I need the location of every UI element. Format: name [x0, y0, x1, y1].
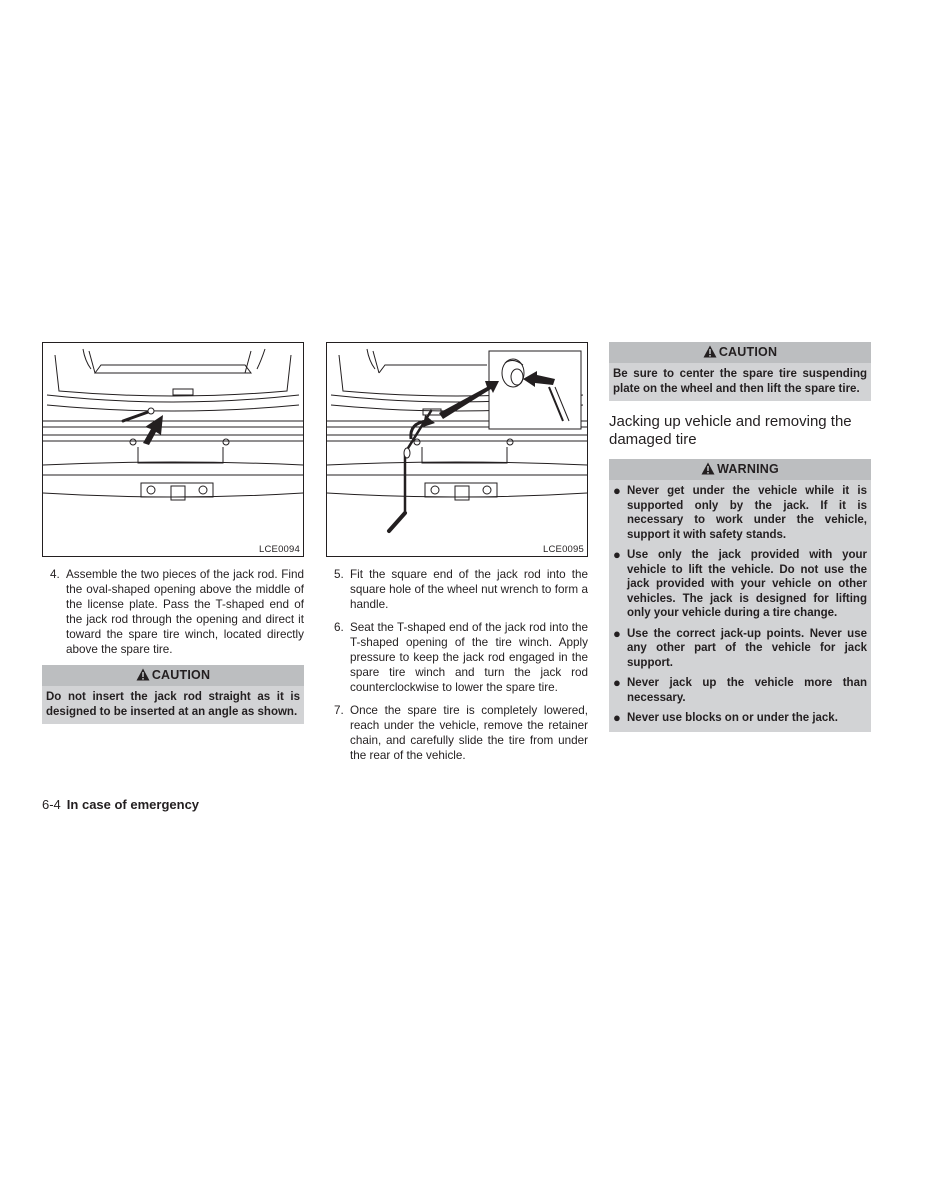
figure-code: LCE0095 — [542, 544, 584, 555]
step-number: 5. — [334, 568, 344, 581]
step-number: 6. — [334, 621, 344, 634]
caution-box — [42, 665, 304, 724]
warning-triangle-icon — [701, 461, 715, 482]
warning-text: Use only the jack provided with your vehicle to lift the vehicle. Do not use the jack provided with your vehicle on other vehicles. The jack is designed for lifting only your vehicle during a tire change. — [627, 549, 867, 619]
step-text: Fit the square end of the jack rod into the square hole of the wheel nut wrench to form a handle. — [350, 568, 588, 611]
caution-text: Do not insert the jack rod straight as it is designed to be inserted at an angle as shown. — [46, 691, 300, 718]
step-text: Seat the T-shaped end of the jack rod into the T-shaped opening of the tire winch. Apply pressure to keep the jack rod engaged in the spare tire winch and turn the jack rod counterclockwise to lower the spare tire. — [350, 621, 588, 694]
warning-triangle-icon — [136, 667, 150, 688]
caution-box — [609, 342, 871, 401]
caution-label: CAUTION — [718, 345, 778, 359]
bullet-icon: ● — [613, 710, 621, 725]
warning-triangle-icon — [703, 344, 717, 365]
list-item — [613, 484, 867, 542]
warning-list — [609, 480, 871, 732]
warning-text: Never jack up the vehicle more than necessary. — [627, 677, 867, 704]
page-footer — [42, 797, 199, 812]
step-text: Assemble the two pieces of the jack rod. Find the oval-shaped opening above the middle of the license plate. Pass the T-shaped end of the jack rod through the opening and direct it toward the spare tire winch, located directly above the spare tire. — [66, 568, 304, 656]
page-number: 6-4 — [42, 797, 61, 812]
step-list — [326, 567, 588, 763]
step-list — [42, 567, 304, 657]
caution-header — [42, 665, 304, 686]
caution-label: CAUTION — [151, 668, 211, 682]
bullet-icon: ● — [613, 483, 621, 498]
list-item — [613, 711, 867, 726]
section-name: In case of emergency — [66, 797, 200, 812]
warning-text: Use the correct jack-up points. Never use any other part of the vehicle for jack support. — [627, 627, 867, 669]
warning-box — [609, 459, 871, 732]
column-1 — [42, 342, 304, 724]
warning-label: WARNING — [717, 462, 779, 476]
warning-text: Never use blocks on or under the jack. — [627, 712, 838, 724]
caution-header — [609, 342, 871, 363]
list-item — [326, 703, 588, 763]
bullet-icon: ● — [613, 675, 621, 690]
warning-text: Never get under the vehicle while it is supported only by the jack. If it is necessary to work under the vehicle, support it with safety stands. — [627, 485, 867, 541]
list-item — [613, 548, 867, 621]
vehicle-rear-illustration — [327, 343, 587, 556]
list-item — [613, 627, 867, 671]
column-3 — [609, 342, 871, 732]
list-item — [613, 676, 867, 705]
figure-code: LCE0094 — [258, 544, 300, 555]
column-2 — [326, 342, 588, 771]
figure-jack-rod-insertion — [42, 342, 304, 557]
step-number: 7. — [334, 704, 344, 717]
step-number: 4. — [50, 568, 60, 581]
vehicle-rear-illustration — [43, 343, 303, 556]
list-item — [326, 567, 588, 612]
caution-text: Be sure to center the spare tire suspending plate on the wheel and then lift the spare tire. — [613, 368, 867, 395]
figure-jack-rod-winch — [326, 342, 588, 557]
list-item — [42, 567, 304, 657]
warning-header — [609, 459, 871, 480]
bullet-icon: ● — [613, 547, 621, 562]
section-heading: Jacking up vehicle and removing the damaged tire — [609, 413, 852, 448]
bullet-icon: ● — [613, 625, 621, 641]
step-text: Once the spare tire is completely lowered, reach under the vehicle, remove the retainer chain, and carefully slide the tire from under the rear of the vehicle. — [350, 704, 588, 762]
list-item — [326, 620, 588, 695]
